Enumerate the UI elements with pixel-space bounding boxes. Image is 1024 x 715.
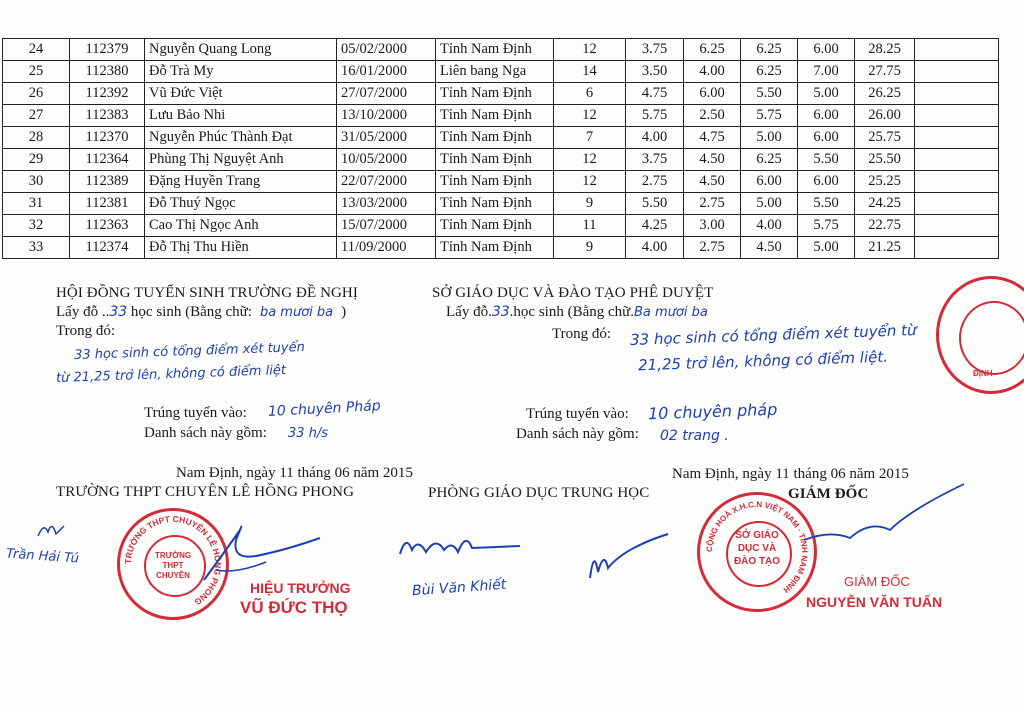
table-cell: 25.50 bbox=[855, 149, 915, 171]
table-cell-empty bbox=[915, 105, 999, 127]
table-cell: Phùng Thị Nguyệt Anh bbox=[145, 149, 337, 171]
left-note-line-1: 33 học sinh có tổng điểm xét tuyển bbox=[73, 339, 306, 364]
table-cell: Lưu Bảo Nhi bbox=[145, 105, 337, 127]
principal-signature bbox=[196, 510, 326, 590]
table-cell-empty bbox=[915, 215, 999, 237]
table-cell: 4.50 bbox=[684, 171, 741, 193]
table-cell: 6.00 bbox=[798, 171, 855, 193]
department-office: PHÒNG GIÁO DỤC TRUNG HỌC bbox=[428, 485, 650, 501]
table-cell: 112380 bbox=[70, 61, 145, 83]
table-row bbox=[3, 39, 999, 61]
table-cell: 10/05/2000 bbox=[337, 149, 436, 171]
table-cell: 25.75 bbox=[855, 127, 915, 149]
table-cell: Tỉnh Nam Định bbox=[436, 215, 554, 237]
table-row bbox=[3, 171, 999, 193]
table-cell-empty bbox=[915, 171, 999, 193]
initials-scribble bbox=[36, 518, 66, 544]
table-cell: 5.00 bbox=[741, 127, 798, 149]
table-cell: 5.75 bbox=[741, 105, 798, 127]
table-cell: 31 bbox=[3, 193, 70, 215]
edge-seal-text: ĐỊNH bbox=[973, 369, 993, 378]
table-cell: 2.75 bbox=[684, 237, 741, 259]
table-row bbox=[3, 61, 999, 83]
school-name: TRƯỜNG THPT CHUYÊN LÊ HỒNG PHONG bbox=[56, 484, 355, 500]
table-cell: 4.00 bbox=[684, 61, 741, 83]
table-cell: 5.75 bbox=[626, 105, 684, 127]
table-cell: 26.00 bbox=[855, 105, 915, 127]
table-cell: 12 bbox=[554, 149, 626, 171]
table-cell: 6.00 bbox=[798, 39, 855, 61]
right-list-count-hand: 02 trang . bbox=[660, 428, 729, 444]
table-cell: 27.75 bbox=[855, 61, 915, 83]
table-cell: 12 bbox=[554, 171, 626, 193]
table-row bbox=[3, 193, 999, 215]
table-cell: 2.75 bbox=[626, 171, 684, 193]
table-cell: Tỉnh Nam Định bbox=[436, 105, 554, 127]
table-cell: 5.75 bbox=[798, 215, 855, 237]
dept-seal-center: SỞ GIÁO DỤC VÀ ĐÀO TẠO bbox=[733, 530, 781, 567]
table-cell: 6.25 bbox=[684, 39, 741, 61]
left-admitted-class-label: Trúng tuyển vào: bbox=[144, 405, 247, 421]
director-name: NGUYỄN VĂN TUẤN bbox=[806, 594, 943, 610]
principal-name: VŨ ĐỨC THỌ bbox=[240, 598, 348, 617]
table-cell: Đặng Huyền Trang bbox=[145, 171, 337, 193]
left-admitted-count: 33 bbox=[109, 304, 128, 320]
right-note-line-2: 21,25 trở lên, không có điểm liệt. bbox=[637, 347, 889, 375]
table-cell-empty bbox=[915, 127, 999, 149]
table-row bbox=[3, 83, 999, 105]
right-admitted-line: Lấy đỗ.33.học sinh (Bằng chữ.Ba mươi ba bbox=[446, 304, 708, 320]
table-cell: 6.25 bbox=[741, 61, 798, 83]
table-cell: 2.75 bbox=[684, 193, 741, 215]
table-cell: Tỉnh Nam Định bbox=[436, 127, 554, 149]
table-cell: 4.00 bbox=[741, 215, 798, 237]
table-cell: 29 bbox=[3, 149, 70, 171]
left-admitted-class-hand: 10 chuyên Pháp bbox=[267, 398, 382, 420]
table-cell: 6.00 bbox=[684, 83, 741, 105]
director-title: GIÁM ĐỐC bbox=[844, 574, 910, 589]
table-cell: 112392 bbox=[70, 83, 145, 105]
table-cell: 4.00 bbox=[626, 237, 684, 259]
table-cell: 24.25 bbox=[855, 193, 915, 215]
table-cell: Tỉnh Nam Định bbox=[436, 193, 554, 215]
left-list-count-hand: 33 h/s bbox=[288, 426, 329, 441]
table-cell: 14 bbox=[554, 61, 626, 83]
table-cell: 6.00 bbox=[798, 105, 855, 127]
table-cell: 13/03/2000 bbox=[337, 193, 436, 215]
right-admitted-class-hand: 10 chuyên pháp bbox=[647, 399, 778, 424]
left-trong-do-label: Trong đó: bbox=[56, 323, 116, 339]
table-cell: 3.00 bbox=[684, 215, 741, 237]
table-cell: 2.50 bbox=[684, 105, 741, 127]
table-cell: 05/02/2000 bbox=[337, 39, 436, 61]
table-cell-empty bbox=[915, 237, 999, 259]
table-cell: 4.75 bbox=[626, 83, 684, 105]
table-cell: 16/01/2000 bbox=[337, 61, 436, 83]
table-cell: 5.50 bbox=[626, 193, 684, 215]
table-cell: 25 bbox=[3, 61, 70, 83]
table-cell: 31/05/2000 bbox=[337, 127, 436, 149]
table-cell: 28.25 bbox=[855, 39, 915, 61]
table-cell: 5.00 bbox=[798, 83, 855, 105]
table-cell: 25.25 bbox=[855, 171, 915, 193]
right-note-line-1: 33 học sinh có tổng điểm xét tuyển từ bbox=[629, 321, 917, 349]
table-cell: Nguyễn Quang Long bbox=[145, 39, 337, 61]
table-cell: 22/07/2000 bbox=[337, 171, 436, 193]
left-note-line-2: từ 21,25 trở lên, không có điểm liệt bbox=[55, 362, 287, 387]
table-cell: 32 bbox=[3, 215, 70, 237]
table-cell: 5.50 bbox=[798, 193, 855, 215]
table-cell-empty bbox=[915, 149, 999, 171]
table-cell: 6.00 bbox=[798, 127, 855, 149]
department-seal bbox=[697, 492, 817, 612]
table-cell-empty bbox=[915, 83, 999, 105]
department-approval-heading: SỞ GIÁO DỤC VÀ ĐÀO TẠO PHÊ DUYỆT bbox=[432, 285, 714, 301]
table-cell: 12 bbox=[554, 105, 626, 127]
table-cell: 3.50 bbox=[626, 61, 684, 83]
table-cell: Đỗ Thuý Ngọc bbox=[145, 193, 337, 215]
table-cell: 4.50 bbox=[741, 237, 798, 259]
table-cell: 3.75 bbox=[626, 149, 684, 171]
left-signer-handwritten-name: Trần Hải Tú bbox=[5, 546, 80, 567]
table-cell: 112370 bbox=[70, 127, 145, 149]
table-cell: Vũ Đức Việt bbox=[145, 83, 337, 105]
right-list-count-label: Danh sách này gồm: bbox=[516, 426, 639, 442]
table-cell: 4.50 bbox=[684, 149, 741, 171]
table-cell: 4.75 bbox=[684, 127, 741, 149]
table-row bbox=[3, 237, 999, 259]
table-cell-empty bbox=[915, 193, 999, 215]
table-cell: 11/09/2000 bbox=[337, 237, 436, 259]
table-cell: 6.25 bbox=[741, 149, 798, 171]
table-cell: 3.75 bbox=[626, 39, 684, 61]
principal-title: HIỆU TRƯỞNG bbox=[250, 580, 351, 596]
table-cell: 9 bbox=[554, 193, 626, 215]
right-admitted-words: Ba mươi ba bbox=[634, 305, 708, 320]
table-cell: 112383 bbox=[70, 105, 145, 127]
table-cell: 22.75 bbox=[855, 215, 915, 237]
edge-seal bbox=[936, 276, 1024, 394]
table-cell: 112379 bbox=[70, 39, 145, 61]
table-row bbox=[3, 127, 999, 149]
table-cell: 21.25 bbox=[855, 237, 915, 259]
table-cell: 112364 bbox=[70, 149, 145, 171]
middle-signer-handwritten-name: Bùi Văn Khiết bbox=[411, 576, 507, 600]
table-row bbox=[3, 105, 999, 127]
table-row bbox=[3, 215, 999, 237]
table-cell: 27 bbox=[3, 105, 70, 127]
table-cell: 5.00 bbox=[798, 237, 855, 259]
table-cell: Đỗ Thị Thu Hiền bbox=[145, 237, 337, 259]
table-cell: 26 bbox=[3, 83, 70, 105]
table-cell: Tỉnh Nam Định bbox=[436, 83, 554, 105]
table-cell: 6.25 bbox=[741, 39, 798, 61]
table-row bbox=[3, 149, 999, 171]
left-date-line: Nam Định, ngày 11 tháng 06 năm 2015 bbox=[176, 465, 413, 481]
table-cell: Tỉnh Nam Định bbox=[436, 171, 554, 193]
school-seal-ring-text: TRƯỜNG THPT CHUYÊN LÊ HỒNG PHONG bbox=[122, 513, 224, 608]
table-cell: 7 bbox=[554, 127, 626, 149]
table-cell: 5.50 bbox=[798, 149, 855, 171]
table-cell: 5.50 bbox=[741, 83, 798, 105]
right-admitted-count: 33 bbox=[491, 304, 510, 320]
table-cell: 6.00 bbox=[741, 171, 798, 193]
director-signature bbox=[800, 480, 970, 550]
school-seal-center: TRƯỜNG THPT CHUYÊN bbox=[154, 551, 192, 580]
table-cell: Nguyễn Phúc Thành Đạt bbox=[145, 127, 337, 149]
deputy-signature bbox=[396, 528, 526, 568]
left-admitted-words: ba mươi ba bbox=[259, 305, 334, 320]
dept-seal-ring-text: CỘNG HOÀ X.H.C.N VIỆT NAM · TỈNH NAM ĐỊNH bbox=[704, 499, 810, 595]
table-cell: 28 bbox=[3, 127, 70, 149]
table-cell: Tỉnh Nam Định bbox=[436, 237, 554, 259]
table-cell: 30 bbox=[3, 171, 70, 193]
table-cell: Đỗ Trà My bbox=[145, 61, 337, 83]
table-cell: 4.00 bbox=[626, 127, 684, 149]
table-cell-empty bbox=[915, 61, 999, 83]
table-cell: 9 bbox=[554, 237, 626, 259]
table-cell: 27/07/2000 bbox=[337, 83, 436, 105]
student-results-table bbox=[2, 38, 999, 259]
table-cell: 7.00 bbox=[798, 61, 855, 83]
table-cell: 112381 bbox=[70, 193, 145, 215]
right-trong-do-label: Trong đó: bbox=[552, 326, 612, 342]
table-cell: Tỉnh Nam Định bbox=[436, 39, 554, 61]
table-cell: 15/07/2000 bbox=[337, 215, 436, 237]
table-cell: 112389 bbox=[70, 171, 145, 193]
right-admitted-class-label: Trúng tuyển vào: bbox=[526, 406, 629, 422]
table-cell: 6 bbox=[554, 83, 626, 105]
table-cell: 26.25 bbox=[855, 83, 915, 105]
table-cell: 12 bbox=[554, 39, 626, 61]
table-cell: Cao Thị Ngọc Anh bbox=[145, 215, 337, 237]
table-cell: 112363 bbox=[70, 215, 145, 237]
table-cell: 13/10/2000 bbox=[337, 105, 436, 127]
table-cell: 33 bbox=[3, 237, 70, 259]
left-admitted-line: Lấy đỗ ..33 học sinh (Bằng chữ: ba mươi ba ) bbox=[56, 304, 347, 320]
reviewer-signature bbox=[584, 528, 674, 588]
table-cell: 24 bbox=[3, 39, 70, 61]
table-cell: 5.00 bbox=[741, 193, 798, 215]
table-cell-empty bbox=[915, 39, 999, 61]
table-cell: 112374 bbox=[70, 237, 145, 259]
director-heading: GIÁM ĐỐC bbox=[788, 486, 869, 502]
table-cell: Liên bang Nga bbox=[436, 61, 554, 83]
council-proposal-heading: HỘI ĐỒNG TUYỂN SINH TRƯỜNG ĐỀ NGHỊ bbox=[56, 285, 358, 301]
left-list-count-label: Danh sách này gồm: bbox=[144, 425, 267, 441]
table-cell: Tỉnh Nam Định bbox=[436, 149, 554, 171]
table-cell: 4.25 bbox=[626, 215, 684, 237]
right-date-line: Nam Định, ngày 11 tháng 06 năm 2015 bbox=[672, 466, 909, 482]
table-cell: 11 bbox=[554, 215, 626, 237]
